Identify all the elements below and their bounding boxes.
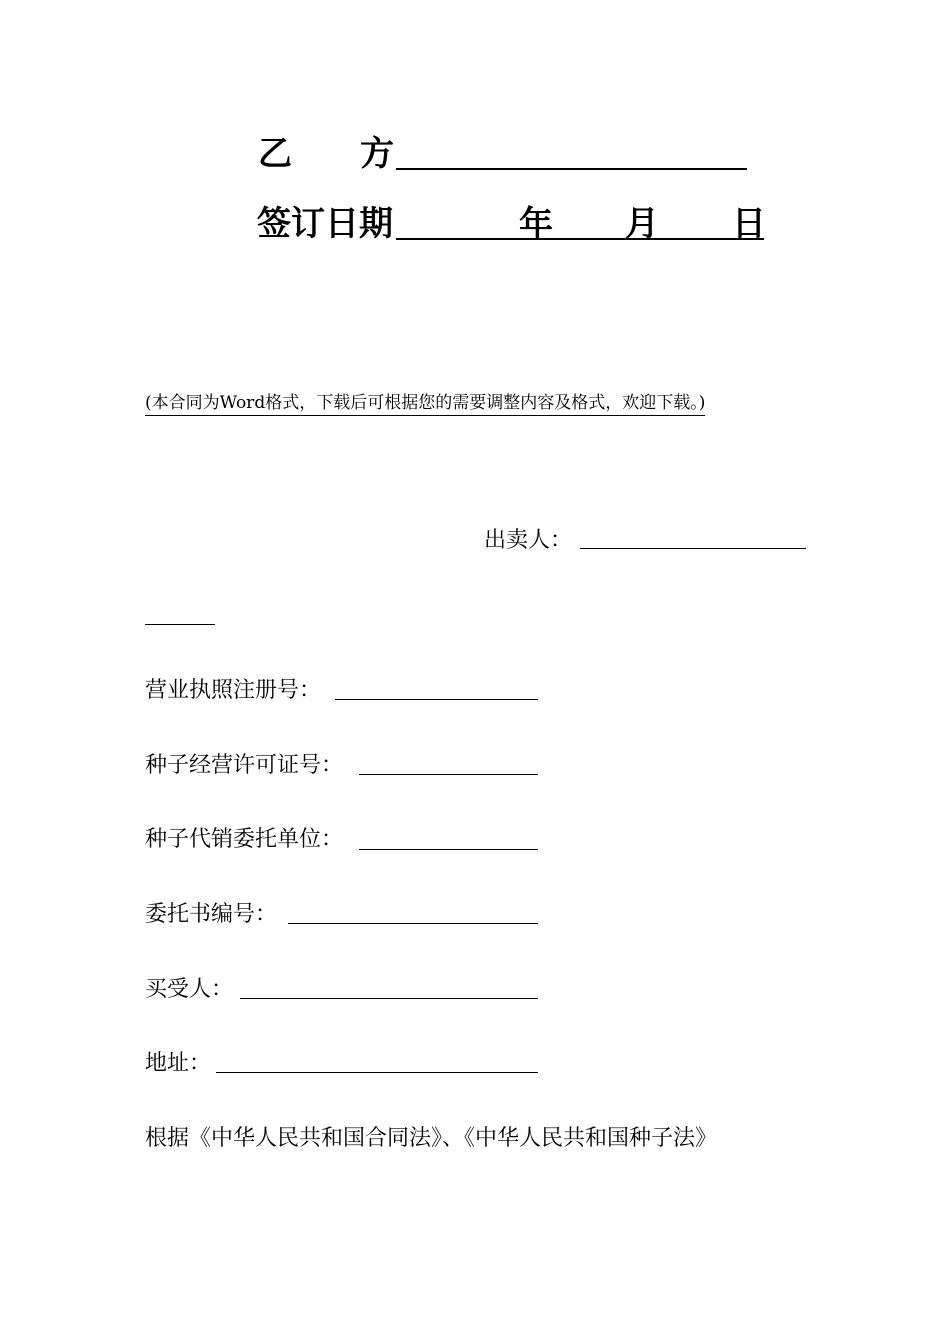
sign-date-month: 月 [625, 204, 659, 244]
sign-date-day: 日 [732, 204, 766, 244]
license-no-blank[interactable] [335, 699, 538, 700]
sign-date-year: 年 [519, 204, 553, 244]
agent-unit-blank[interactable] [359, 849, 538, 850]
proxy-no-blank[interactable] [288, 923, 538, 924]
party-b-blank[interactable] [396, 168, 747, 170]
seed-permit-blank[interactable] [359, 774, 538, 775]
seller-blank[interactable] [580, 548, 806, 549]
license-no-label: 营业执照注册号： [145, 678, 322, 703]
sign-date-label: 签订日期 [257, 204, 393, 244]
party-b-char-2: 方 [360, 134, 394, 174]
buyer-blank[interactable] [240, 998, 538, 999]
party-b-char-1: 乙 [258, 134, 292, 174]
seed-permit-label: 种子经营许可证号： [145, 753, 344, 778]
sign-date-blank[interactable] [396, 238, 764, 240]
address-label: 地址： [145, 1051, 212, 1076]
basis-text: 根据《中华人民共和国合同法》、《中华人民共和国种子法》 [145, 1126, 718, 1151]
seller-label: 出卖人： [484, 528, 573, 553]
format-note: (本合同为Word格式，下载后可根据您的需要调整内容及格式，欢迎下载。) [145, 392, 705, 416]
buyer-label: 买受人： [145, 977, 234, 1002]
seller-blank-continued[interactable] [145, 624, 215, 625]
agent-unit-label: 种子代销委托单位： [145, 827, 344, 852]
address-blank[interactable] [216, 1072, 538, 1073]
proxy-no-label: 委托书编号： [145, 902, 278, 927]
